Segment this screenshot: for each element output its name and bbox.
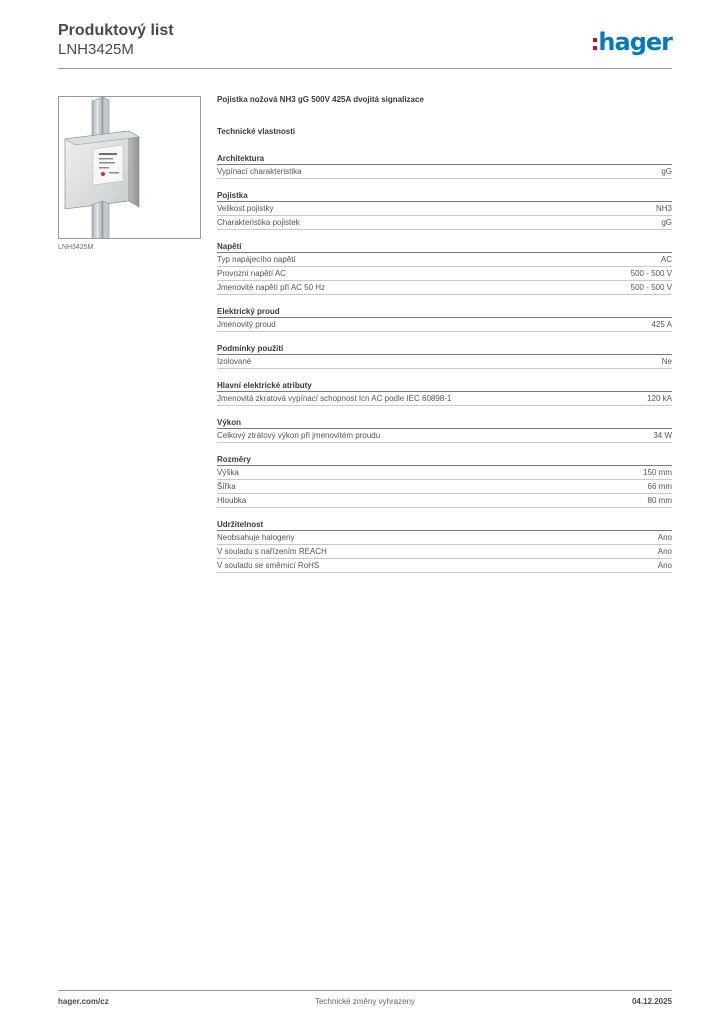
spec-label: V souladu se směrnicí RoHS [217,561,320,570]
document-title: Produktový list [58,22,174,39]
spec-row [217,392,672,406]
image-caption: LNH3425M [58,244,94,251]
spec-row [217,267,672,281]
section-title: Rozměry [217,454,672,466]
spec-section [217,380,672,406]
footer-website[interactable]: hager.com/cz [58,997,109,1006]
spec-label: Izolované [217,357,252,366]
product-image [58,96,201,239]
spec-row [217,480,672,494]
spec-heading: Technické vlastnosti [217,127,296,136]
footer-notice: Technické změny vyhrazeny [314,997,416,1006]
section-title: Podmínky použití [217,343,672,355]
spec-value: Ne [661,357,672,366]
spec-value: 500 - 500 V [630,269,672,278]
spec-value: 66 mm [647,482,672,491]
spec-value: 425 A [651,320,672,329]
spec-section [217,306,672,332]
spec-row [217,281,672,295]
spec-section [217,241,672,295]
fuse-illustration-icon [59,97,201,239]
footer-date: 04.12.2025 [631,997,672,1006]
hager-logo [593,28,672,56]
spec-label: V souladu s nařízením REACH [217,547,327,556]
section-title: Pojistka [217,190,672,202]
spec-section [217,343,672,369]
section-title: Architektura [217,153,672,165]
spec-row [217,202,672,216]
section-title: Výkon [217,417,672,429]
spec-row [217,216,672,230]
spec-row [217,559,672,573]
section-title: Udržitelnost [217,519,672,531]
spec-value: gG [661,218,672,227]
spec-value: gG [661,167,672,176]
logo-text: hager [598,28,672,56]
spec-value: 80 mm [647,496,672,505]
spec-label: Velikost pojistky [217,204,274,213]
spec-label: Provozní napětí AC [217,269,286,278]
spec-section [217,190,672,230]
spec-value: 34 W [653,431,672,440]
spec-label: Výška [217,468,239,477]
section-title: Hlavní elektrické atributy [217,380,672,392]
spec-value: 120 kA [647,394,672,403]
spec-value: Ano [657,533,672,542]
spec-row [217,494,672,508]
spec-value: Ano [657,547,672,556]
footer-divider [58,990,672,991]
spec-section [217,417,672,443]
header-divider [58,68,672,69]
spec-sections [217,153,672,573]
spec-section [217,454,672,508]
spec-section [217,519,672,573]
spec-value: 500 - 500 V [630,283,672,292]
spec-section [217,153,672,179]
spec-row [217,531,672,545]
spec-row [217,253,672,267]
spec-label: Hloubka [217,496,247,505]
spec-label: Typ napájecího napětí [217,255,296,264]
spec-label: Neobsahuje halogeny [217,533,295,542]
spec-value: AC [660,255,672,264]
section-title: Napětí [217,241,672,253]
product-title: Pojistka nožová NH3 gG 500V 425A dvojitá signalizace [217,95,424,104]
spec-value: NH3 [655,204,672,213]
spec-label: Šířka [217,482,236,491]
spec-label: Jmenovité napětí při AC 50 Hz [217,283,326,292]
spec-row [217,466,672,480]
spec-row [217,165,672,179]
spec-row [217,355,672,369]
section-title: Elektrický proud [217,306,672,318]
spec-row [217,545,672,559]
logo-dots-icon [593,38,597,50]
spec-label: Jmenovitý proud [217,320,276,329]
spec-label: Celkový ztrátový výkon při jmenovitém proudu [217,431,381,440]
spec-label: Jmenovitá zkratová vypínací schopnost Icn AC podle IEC 60898-1 [217,394,452,403]
spec-label: Charakteristika pojistek [217,218,300,227]
spec-value: 150 mm [643,468,672,477]
spec-row [217,318,672,332]
document-subtitle: LNH3425M [58,41,134,58]
spec-row [217,429,672,443]
document-header [58,22,672,70]
spec-label: Vypínací charakteristika [217,167,302,176]
spec-value: Ano [657,561,672,570]
technical-specifications [217,94,672,573]
document-footer [58,997,672,1009]
